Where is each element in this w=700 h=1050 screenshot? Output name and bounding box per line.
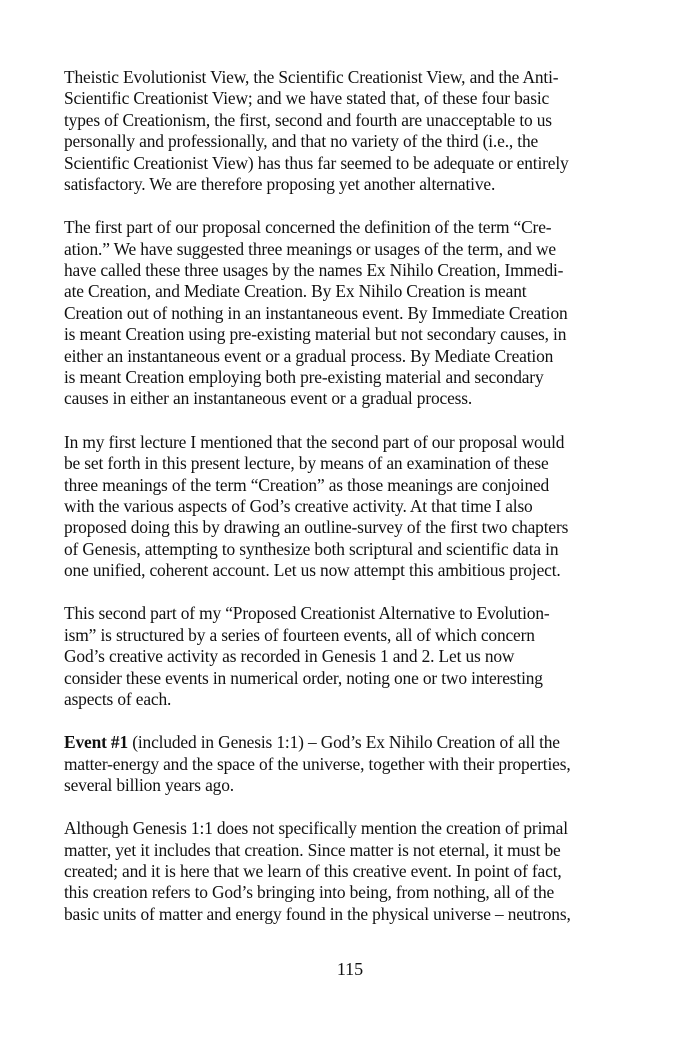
paragraph-6 [64,818,644,925]
event-description: (included in Genesis 1:1) – God’s Ex Nihilo Creation of all the [128,732,560,753]
text-line: is meant Creation employing both pre-existing material and secondary [64,367,544,388]
text-line: created; and it is here that we learn of this creative event. In point of fact, [64,860,562,881]
text-line: aspects of each. [64,688,172,709]
paragraph-4 [64,603,644,710]
text-line: satisfactory. We are therefore proposing yet another alternative. [64,174,496,195]
text-line: be set forth in this present lecture, by means of an examination of these [64,453,549,474]
text-line: ism” is structured by a series of fourteen events, all of which concern [64,624,535,645]
text-line: This second part of my “Proposed Creationist Alternative to Evolution- [64,603,550,624]
text-line [64,732,644,753]
event-label: Event #1 [64,732,129,753]
text-line: types of Creationism, the first, second and fourth are unacceptable to us [64,109,552,130]
text-line: Scientific Creationist View) has thus far seemed to be adequate or entirely [64,152,569,173]
text-line: have called these three usages by the names Ex Nihilo Creation, Immedi- [64,260,564,281]
text-line: one unified, coherent account. Let us now attempt this ambitious project. [64,560,561,581]
text-line: personally and professionally, and that no variety of the third (i.e., the [64,131,539,152]
text-line: proposed doing this by drawing an outline-survey of the first two chapters [64,517,569,538]
text-line: Theistic Evolutionist View, the Scientific Creationist View, and the Anti- [64,67,559,87]
text-line: causes in either an instantaneous event or a gradual process. [64,388,473,409]
body-text [64,67,644,947]
text-line: matter-energy and the space of the universe, together with their properties, [64,753,571,774]
text-line: basic units of matter and energy found in the physical universe – neutrons, [64,903,571,924]
text-line: consider these events in numerical order, noting one or two interesting [64,667,543,688]
text-line: ation.” We have suggested three meanings or usages of the term, and we [64,238,556,259]
paragraph-1 [64,67,644,195]
text-line: The first part of our proposal concerned the definition of the term “Cre- [64,217,552,238]
paragraph-2 [64,217,644,410]
text-line: with the various aspects of God’s creative activity. At that time I also [64,495,533,516]
text-line: Although Genesis 1:1 does not specifically mention the creation of primal [64,818,568,839]
text-line: this creation refers to God’s bringing into being, from nothing, all of the [64,882,555,903]
text-line: matter, yet it includes that creation. Since matter is not eternal, it must be [64,839,561,860]
text-line: ate Creation, and Mediate Creation. By Ex Nihilo Creation is meant [64,281,527,302]
text-line: several billion years ago. [64,774,234,795]
paragraph-3 [64,432,644,582]
page-number: 115 [336,959,364,979]
text-line: of Genesis, attempting to synthesize both scriptural and scientific data in [64,538,559,559]
text-line: either an instantaneous event or a gradual process. By Mediate Creation [64,345,554,366]
paragraph-event-1 [64,732,644,796]
text-line: Creation out of nothing in an instantaneous event. By Immediate Creation [64,302,568,323]
text-line: three meanings of the term “Creation” as those meanings are conjoined [64,474,550,495]
text-line: is meant Creation using pre-existing material but not secondary causes, in [64,324,567,345]
text-line: Scientific Creationist View; and we have stated that, of these four basic [64,88,550,109]
text-line: In my first lecture I mentioned that the second part of our proposal would [64,431,565,452]
text-line: God’s creative activity as recorded in Genesis 1 and 2. Let us now [64,646,515,667]
